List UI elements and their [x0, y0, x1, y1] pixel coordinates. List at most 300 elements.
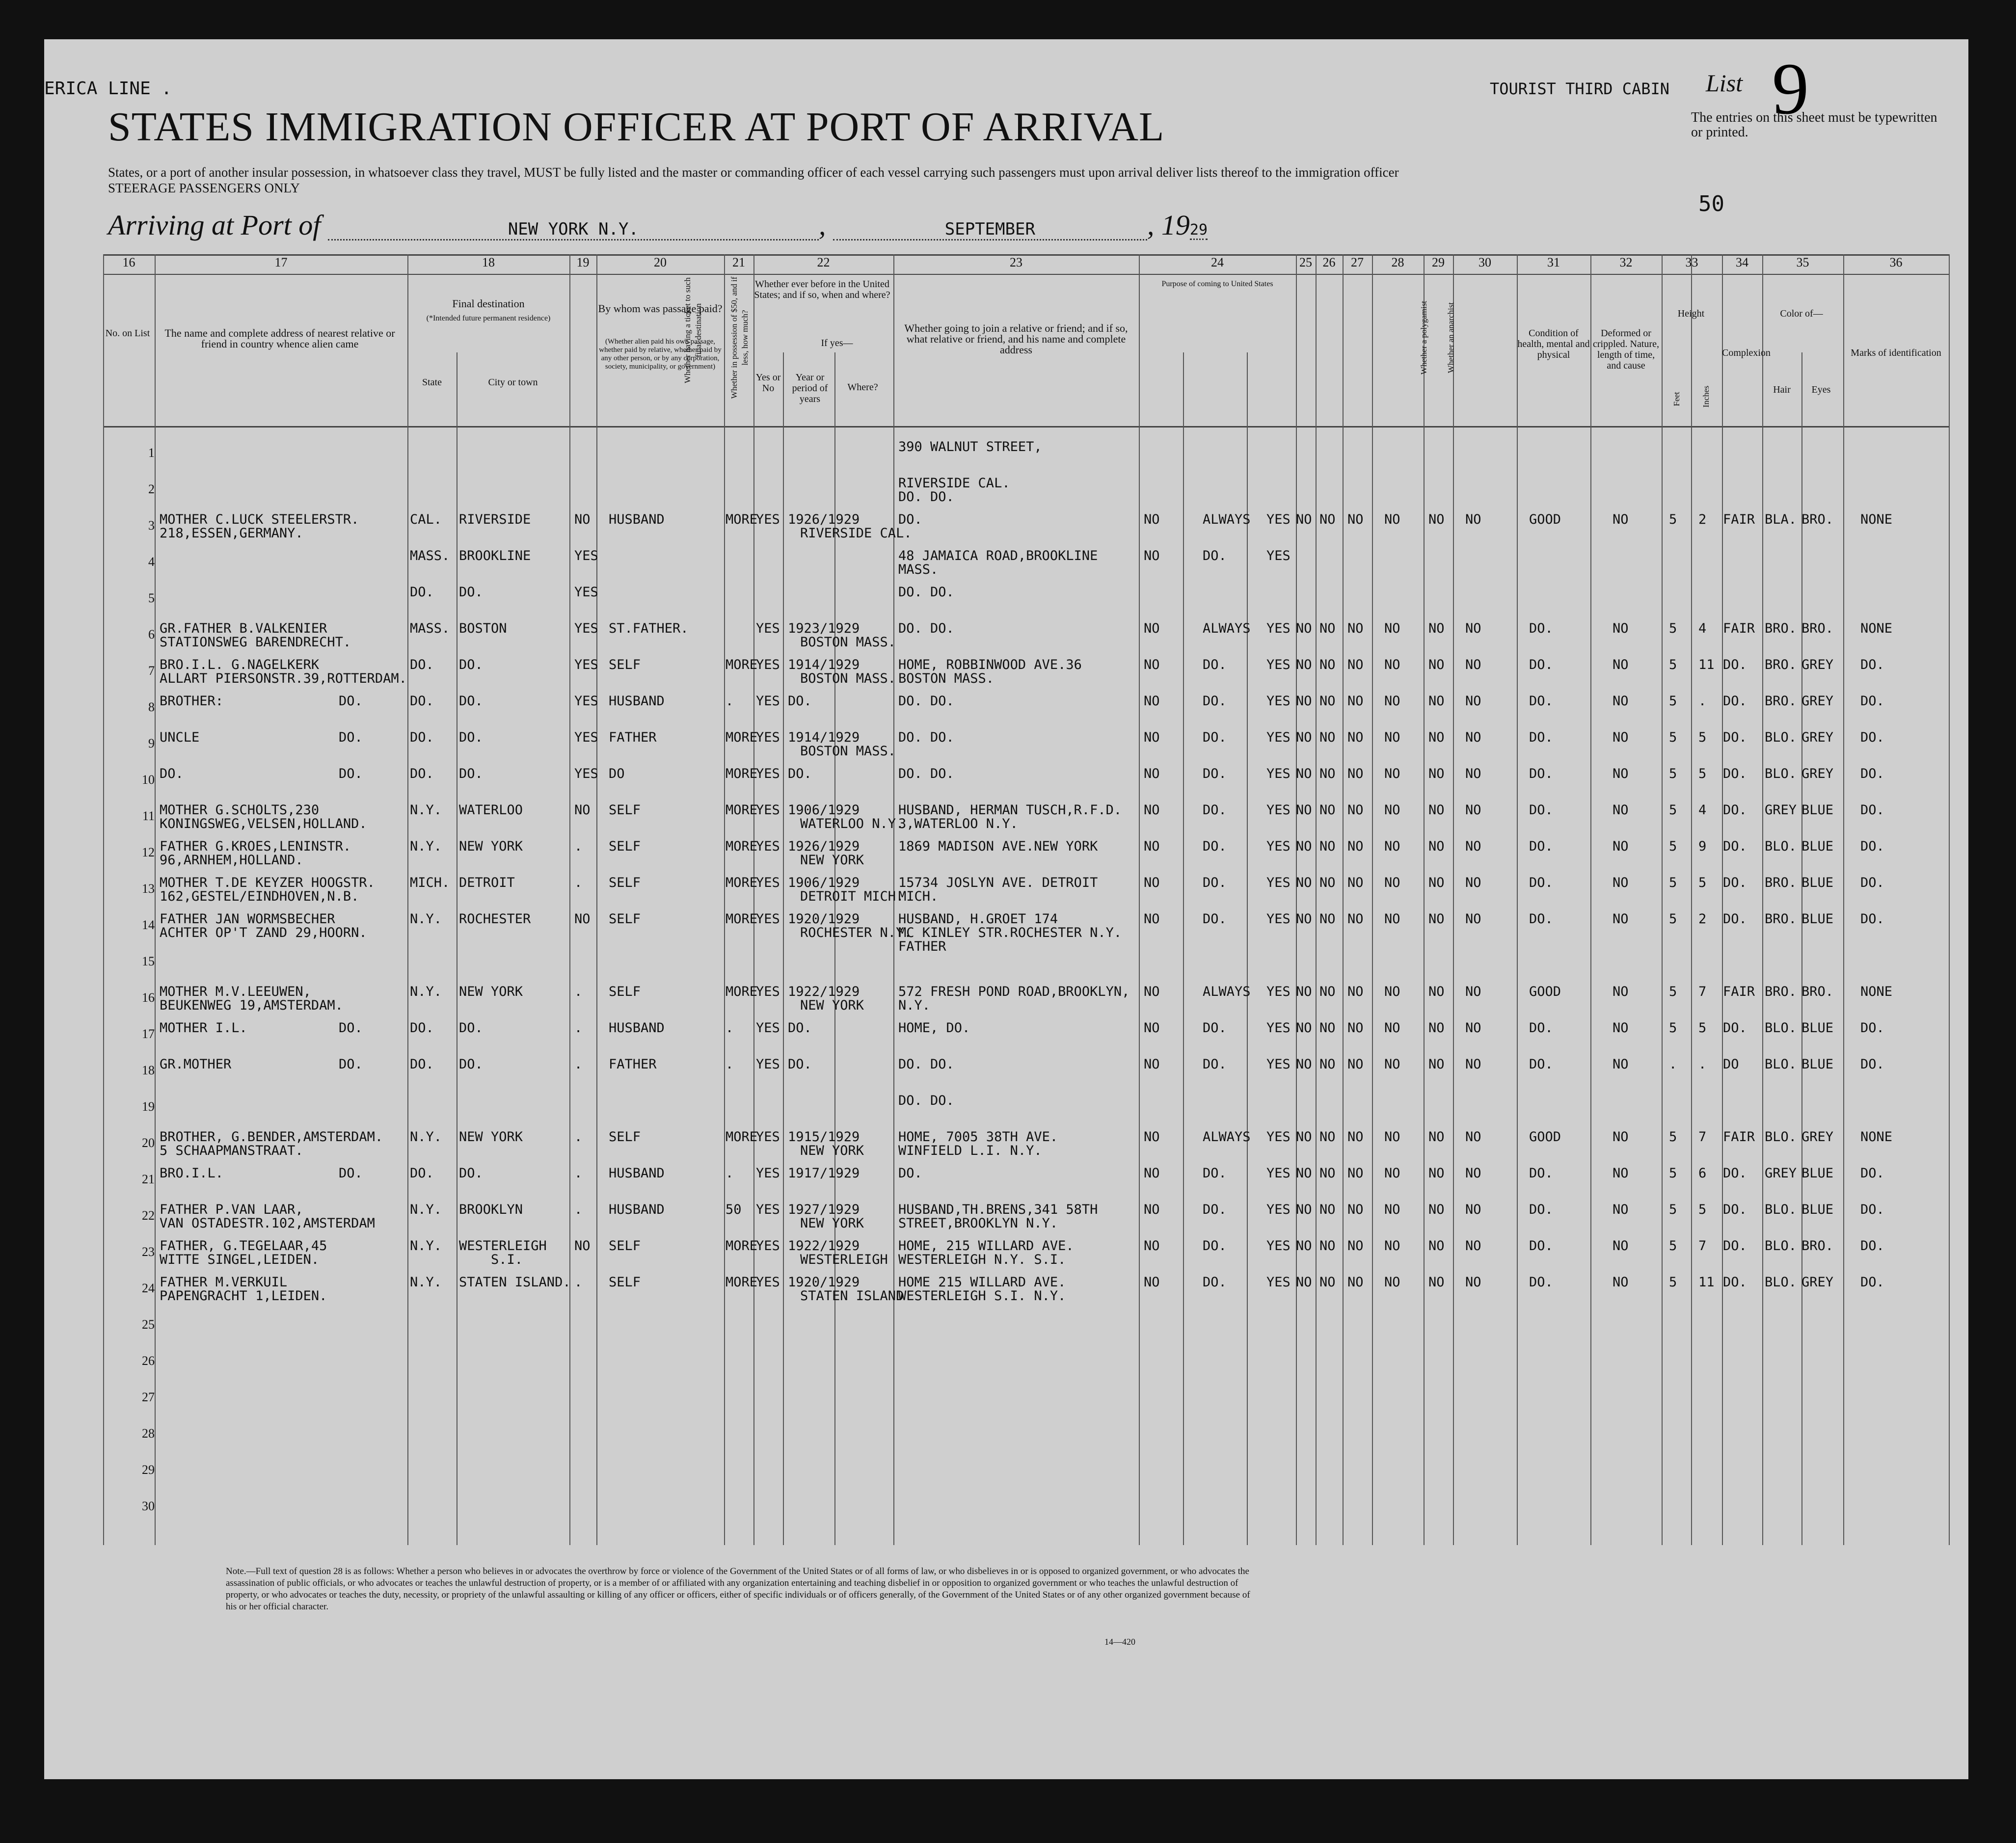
cell-city: DO.: [459, 766, 483, 781]
cell-mn: 50: [726, 1202, 742, 1217]
cell-c23b: WINFIELD L.I. N.Y.: [898, 1143, 1042, 1158]
cell-c29: NO: [1428, 694, 1445, 709]
cell-c17b: 5 SCHAAPMANSTRAAT.: [160, 1143, 303, 1158]
cell-c24c: YES: [1266, 911, 1290, 927]
cell-c29: NO: [1428, 1275, 1445, 1290]
cell-c23b: N.Y.: [898, 998, 931, 1013]
cell-ft: 5: [1669, 512, 1677, 527]
header-anarchist: Whether an anarchist: [1446, 302, 1455, 374]
cell-ft: 5: [1669, 802, 1677, 818]
cell-tk: YES: [574, 621, 598, 636]
cell-cx: DO.: [1723, 1020, 1747, 1036]
cell-c27: NO: [1347, 621, 1364, 636]
cell-c24c: YES: [1266, 766, 1290, 781]
header-color-of: Color of—: [1780, 308, 1823, 319]
cell-mn: .: [726, 1166, 734, 1181]
cell-c26: NO: [1319, 1129, 1336, 1145]
column-subrule: [783, 352, 784, 1545]
cell-hr: BRO.: [1765, 911, 1797, 927]
cell-in: 4: [1698, 802, 1707, 818]
cell-c24b: DO.: [1203, 1166, 1227, 1181]
cell-yr: DO.: [788, 694, 812, 709]
cell-mn: MORE: [726, 766, 758, 781]
cell-city: DETROIT: [459, 875, 515, 890]
cell-c31: DO.: [1529, 1275, 1553, 1290]
cell-in: 6: [1698, 1166, 1707, 1181]
cell-by: HUSBAND: [609, 694, 665, 709]
column-rule: [1949, 254, 1950, 1545]
cell-c17x: DO.: [339, 1166, 363, 1181]
row-number: 11: [142, 809, 155, 823]
row-number: 6: [148, 627, 155, 641]
cell-cx: DO.: [1723, 875, 1747, 890]
cell-city: DO.: [459, 730, 483, 745]
binder-hole: [21, 1124, 41, 1145]
row-number: 27: [142, 1390, 155, 1404]
cell-c29: NO: [1428, 766, 1445, 781]
cell-c29: NO: [1428, 657, 1445, 672]
cell-c27: NO: [1347, 1275, 1364, 1290]
cell-c26: NO: [1319, 1238, 1336, 1254]
cell-in: .: [1698, 1057, 1707, 1072]
cell-c26: NO: [1319, 621, 1336, 636]
cell-mk: DO.: [1860, 730, 1884, 745]
cell-ey: BLUE: [1801, 1202, 1834, 1217]
cell-cx: DO.: [1723, 839, 1747, 854]
cell-yn: YES: [756, 1020, 780, 1036]
column-rule: [1372, 254, 1373, 1545]
cell-c29: NO: [1428, 1166, 1445, 1181]
row-number: 15: [142, 954, 155, 968]
cell-c28: NO: [1384, 657, 1400, 672]
cell-by: SELF: [609, 839, 641, 854]
cell-c25: NO: [1296, 1129, 1312, 1145]
cell-c28: NO: [1384, 1166, 1400, 1181]
cell-yn: YES: [756, 657, 780, 672]
cell-yn: YES: [756, 802, 780, 818]
cell-mn: MORE: [726, 730, 758, 745]
cell-ey: BLUE: [1801, 802, 1834, 818]
cell-c30: NO: [1465, 984, 1481, 999]
cell-c17b: BEUKENWEG 19,AMSTERDAM.: [160, 998, 343, 1013]
list-label: List: [1706, 69, 1743, 97]
cell-hr: BLO.: [1765, 1202, 1797, 1217]
cell-by: SELF: [609, 984, 641, 999]
column-number: 29: [1432, 255, 1445, 269]
binder-hole: [21, 314, 41, 335]
cell-c23: 48 JAMAICA ROAD,BROOKLINE: [898, 548, 1098, 563]
cell-c25: NO: [1296, 766, 1312, 781]
cell-c27: NO: [1347, 1057, 1364, 1072]
cell-cx: DO.: [1723, 766, 1747, 781]
cell-c24b: DO.: [1203, 730, 1227, 745]
cell-c27: NO: [1347, 1020, 1364, 1036]
header-deformed: Deformed or crippled. Nature, length of time, and cause: [1593, 328, 1659, 371]
cell-st: DO.: [410, 1166, 434, 1181]
cell-ey: BLUE: [1801, 1166, 1834, 1181]
cell-mk: DO.: [1860, 1057, 1884, 1072]
column-rule: [1843, 254, 1844, 1545]
cell-mn: MORE: [726, 802, 758, 818]
cell-c24c: YES: [1266, 802, 1290, 818]
cell-wh: NEW YORK: [800, 1216, 864, 1231]
cell-c31: DO.: [1529, 1020, 1553, 1036]
cell-ey: BRO.: [1801, 512, 1834, 527]
cell-ey: GREY: [1801, 1129, 1834, 1145]
column-number: 27: [1351, 255, 1364, 269]
cell-c32: NO: [1613, 802, 1629, 818]
cell-c27: NO: [1347, 694, 1364, 709]
column-subrule: [1801, 352, 1802, 1545]
cell-c23: HUSBAND, H.GROET 174: [898, 911, 1058, 927]
cell-yn: YES: [756, 694, 780, 709]
cell-c17: DO.: [160, 766, 184, 781]
header-note: States, or a port of another insular possession, in whatsoever class they travel, MUST be fully listed and the master or commanding officer of each vessel carrying such passengers must upon arrival deliver lists thereof to the immigration officer STEERAGE PASSENGERS ONLY: [108, 165, 1399, 195]
cell-mk: DO.: [1860, 1202, 1884, 1217]
cell-c28: NO: [1384, 766, 1400, 781]
cell-c26: NO: [1319, 984, 1336, 999]
row-number: 3: [148, 518, 155, 533]
cell-c17: GR.MOTHER: [160, 1057, 232, 1072]
cell-c27: NO: [1347, 911, 1364, 927]
cell-c25: NO: [1296, 1202, 1312, 1217]
cell-c24b: ALWAYS: [1203, 984, 1251, 999]
cell-by: ST.FATHER.: [609, 621, 689, 636]
row-number: 24: [142, 1281, 155, 1295]
cell-c17: FATHER G.KROES,LENINSTR.: [160, 839, 351, 854]
header-before-us: Whether ever before in the United States; and if so, when and where?: [754, 279, 890, 300]
cell-cx: FAIR: [1723, 984, 1755, 999]
column-number: 28: [1391, 255, 1404, 269]
row-number: 2: [148, 482, 155, 496]
cell-c24a: NO: [1144, 1020, 1160, 1036]
cell-yn: YES: [756, 1129, 780, 1145]
cell-c27: NO: [1347, 802, 1364, 818]
cell-c23b: MICH.: [898, 889, 939, 904]
cell-st: DO.: [410, 766, 434, 781]
cell-c24a: NO: [1144, 1129, 1160, 1145]
cell-yn: YES: [756, 512, 780, 527]
cell-c28: NO: [1384, 1057, 1400, 1072]
cell-yr: 1920/1929: [788, 911, 860, 927]
header-if-yes: If yes—: [821, 338, 853, 348]
cell-c24b: DO.: [1203, 875, 1227, 890]
cell-c32: NO: [1613, 1166, 1629, 1181]
cell-cx: DO.: [1723, 802, 1747, 818]
cell-c26: NO: [1319, 1020, 1336, 1036]
column-rule: [1691, 254, 1692, 1545]
cell-yr: 1927/1929: [788, 1202, 860, 1217]
cell-tk: .: [574, 1057, 583, 1072]
cell-city: DO.: [459, 1057, 483, 1072]
cell-ey: BRO.: [1801, 984, 1834, 999]
cell-c27: NO: [1347, 730, 1364, 745]
cell-tk: NO: [574, 512, 591, 527]
cell-c31: DO.: [1529, 657, 1553, 672]
cell-wh: WATERLOO N.Y.: [800, 816, 904, 831]
cell-c23: DO. DO.: [898, 730, 954, 745]
cell-c28: NO: [1384, 512, 1400, 527]
cell-c17: BRO.I.L.: [160, 1166, 224, 1181]
cell-in: 5: [1698, 730, 1707, 745]
column-rule: [1453, 254, 1454, 1545]
cell-mn: MORE: [726, 911, 758, 927]
column-number: 19: [576, 255, 590, 269]
cell-ft: 5: [1669, 1238, 1677, 1254]
cell-mk: NONE: [1860, 984, 1893, 999]
cell-hr: GREY: [1765, 1166, 1797, 1181]
cell-mk: NONE: [1860, 512, 1893, 527]
column-number: 21: [732, 255, 745, 269]
cell-city: WATERLOO: [459, 802, 523, 818]
cell-c27: NO: [1347, 875, 1364, 890]
list-number: 9: [1772, 48, 1809, 130]
cell-city: BOSTON: [459, 621, 507, 636]
column-rule: [1722, 254, 1723, 1545]
cell-c29: NO: [1428, 730, 1445, 745]
cell-c24c: YES: [1266, 875, 1290, 890]
cell-c28: NO: [1384, 1238, 1400, 1254]
cell-st: MASS.: [410, 621, 450, 636]
header-yes-no: Yes or No: [755, 372, 781, 394]
cell-c31: GOOD: [1529, 984, 1561, 999]
cell-tk: .: [574, 839, 583, 854]
binder-hole: [21, 653, 41, 673]
column-number: 33: [1685, 255, 1698, 269]
cell-mk: DO.: [1860, 875, 1884, 890]
column-rule: [1343, 254, 1344, 1545]
cell-c30: NO: [1465, 766, 1481, 781]
cell-c17: FATHER, G.TEGELAAR,45: [160, 1238, 327, 1254]
column-number: 34: [1736, 255, 1748, 269]
column-number: 20: [654, 255, 667, 269]
cell-c24c: YES: [1266, 1129, 1290, 1145]
column-number: 23: [1010, 255, 1022, 269]
cell-c23: HOME 215 WILLARD AVE.: [898, 1275, 1066, 1290]
cell-c32: NO: [1613, 657, 1629, 672]
cell-by: HUSBAND: [609, 512, 665, 527]
cell-c17b: 96,ARNHEM,HOLLAND.: [160, 853, 303, 868]
header-marks: Marks of identification: [1851, 347, 1941, 358]
cell-mk: DO.: [1860, 766, 1884, 781]
cell-yn: YES: [756, 839, 780, 854]
cell-c31: DO.: [1529, 730, 1553, 745]
cell-c31: DO.: [1529, 766, 1553, 781]
column-number: 22: [817, 255, 830, 269]
cell-c23: DO.: [898, 1166, 922, 1181]
cell-hr: BLO.: [1765, 730, 1797, 745]
cell-wh: RIVERSIDE CAL.: [800, 526, 912, 541]
cell-by: FATHER: [609, 1057, 657, 1072]
cell-c23: HUSBAND,TH.BRENS,341 58TH: [898, 1202, 1098, 1217]
cell-c23b: BOSTON MASS.: [898, 671, 995, 686]
cell-c26: NO: [1319, 875, 1336, 890]
header-passage-sub: (Whether alien paid his own passage, whether paid by relative, whether paid by any other person, or by any corporation, society, municipality, or government): [599, 338, 722, 371]
cell-yn: YES: [756, 766, 780, 781]
cell-st: MASS.: [410, 548, 450, 563]
header-eyes: Eyes: [1811, 384, 1831, 395]
cell-c28: NO: [1384, 1129, 1400, 1145]
header-year: Year or period of years: [792, 372, 828, 404]
cell-c30: NO: [1465, 621, 1481, 636]
cell-c30: NO: [1465, 1129, 1481, 1145]
cell-c23: DO. DO.: [898, 694, 954, 709]
cell-c29: NO: [1428, 984, 1445, 999]
cell-st: N.Y.: [410, 1238, 442, 1254]
cell-c24b: DO.: [1203, 802, 1227, 818]
cell-c31: DO.: [1529, 1166, 1553, 1181]
column-rule: [753, 254, 754, 1545]
cell-hr: BRO.: [1765, 875, 1797, 890]
cell-c23: DO. DO.: [898, 621, 954, 636]
cell-yr: DO.: [788, 1020, 812, 1036]
cell-c28: NO: [1384, 839, 1400, 854]
cell-c17: MOTHER I.L.: [160, 1020, 247, 1036]
cell-c23b: 3,WATERLOO N.Y.: [898, 816, 1018, 831]
cell-c24c: YES: [1266, 1275, 1290, 1290]
cell-tk: YES: [574, 585, 598, 600]
column-rule: [1762, 254, 1763, 1545]
cell-c29: NO: [1428, 802, 1445, 818]
cell-tk: .: [574, 984, 583, 999]
cell-cx: DO.: [1723, 1166, 1747, 1181]
cell-yn: YES: [756, 621, 780, 636]
cell-c24b: DO.: [1203, 911, 1227, 927]
column-number: 32: [1619, 255, 1633, 269]
cell-c24b: DO.: [1203, 1202, 1227, 1217]
cell-c32: NO: [1613, 512, 1629, 527]
cell-st: CAL.: [410, 512, 442, 527]
cell-c24c: YES: [1266, 621, 1290, 636]
cell-c26: NO: [1319, 512, 1336, 527]
cell-in: 5: [1698, 1202, 1707, 1217]
cell-ft: 5: [1669, 766, 1677, 781]
cell-in: 4: [1698, 621, 1707, 636]
cell-c31: DO.: [1529, 621, 1553, 636]
cell-c31: DO.: [1529, 694, 1553, 709]
header-polygamist: Whether a polygamist: [1419, 300, 1428, 375]
cell-yr: 1926/1929: [788, 839, 860, 854]
cell-c29: NO: [1428, 875, 1445, 890]
cell-st: N.Y.: [410, 984, 442, 999]
cell-ey: GREY: [1801, 730, 1834, 745]
cell-by: SELF: [609, 802, 641, 818]
cell-in: 11: [1698, 657, 1715, 672]
cell-ft: 5: [1669, 1275, 1677, 1290]
cell-c17: FATHER M.VERKUIL: [160, 1275, 288, 1290]
cell-c24c: YES: [1266, 694, 1290, 709]
cell-tk: .: [574, 1166, 583, 1181]
cell-st: DO.: [410, 694, 434, 709]
cell-c31: DO.: [1529, 1202, 1553, 1217]
cell-c23b: DO. DO.: [898, 489, 954, 505]
row-number: 14: [142, 918, 155, 932]
cell-mn: .: [726, 1057, 734, 1072]
column-number: 17: [274, 255, 288, 269]
column-rule: [155, 254, 156, 1545]
cell-c24c: YES: [1266, 1202, 1290, 1217]
cell-c17b: 218,ESSEN,GERMANY.: [160, 526, 303, 541]
cell-tk: YES: [574, 766, 598, 781]
cell-c28: NO: [1384, 875, 1400, 890]
class-label: TOURIST THIRD CABIN: [1490, 80, 1670, 98]
cell-c25: NO: [1296, 839, 1312, 854]
cell-c24c: YES: [1266, 984, 1290, 999]
cell-mn: MORE: [726, 984, 758, 999]
cell-c30: NO: [1465, 694, 1481, 709]
cell-c27: NO: [1347, 1129, 1364, 1145]
cell-c32: NO: [1613, 1275, 1629, 1290]
cell-tk: NO: [574, 1238, 591, 1254]
cell-city: DO.: [459, 1020, 483, 1036]
cell-st: N.Y.: [410, 911, 442, 927]
cell-ft: 5: [1669, 984, 1677, 999]
column-number: 18: [482, 255, 495, 269]
cell-c23: RIVERSIDE CAL.: [898, 476, 1010, 491]
cell-c32: NO: [1613, 1202, 1629, 1217]
header-inches: Inches: [1701, 385, 1711, 408]
cell-yn: YES: [756, 1275, 780, 1290]
cell-mk: DO.: [1860, 839, 1884, 854]
cell-c24a: NO: [1144, 875, 1160, 890]
row-number: 25: [142, 1317, 155, 1332]
cell-c29: NO: [1428, 1129, 1445, 1145]
page-title: STATES IMMIGRATION OFFICER AT PORT OF ARRIVAL: [108, 104, 1165, 150]
port-field: NEW YORK N.Y.: [328, 219, 819, 240]
cell-c23: DO.: [898, 512, 922, 527]
cell-c24a: NO: [1144, 984, 1160, 999]
cell-c17x: DO.: [339, 1020, 363, 1036]
cell-st: N.Y.: [410, 802, 442, 818]
cell-tk: YES: [574, 730, 598, 745]
column-rule: [1296, 254, 1297, 1545]
cell-wh: NEW YORK: [800, 1143, 864, 1158]
header-final-destination: Final destination: [452, 297, 525, 310]
cell-c27: NO: [1347, 766, 1364, 781]
cell-c27: NO: [1347, 984, 1364, 999]
cell-st: DO.: [410, 730, 434, 745]
cell-c27: NO: [1347, 512, 1364, 527]
cell-c17b: ALLART PIERSONSTR.39,ROTTERDAM.: [160, 671, 407, 686]
cell-c23b: STREET,BROOKLYN N.Y.: [898, 1216, 1058, 1231]
row-number: 17: [142, 1027, 155, 1041]
header-state: State: [422, 377, 442, 388]
header-no-on-list: No. on List: [105, 328, 150, 339]
cell-hr: BLO.: [1765, 1238, 1797, 1254]
column-rule: [724, 254, 725, 1545]
row-number: 19: [142, 1099, 155, 1114]
cell-by: HUSBAND: [609, 1202, 665, 1217]
cell-c28: NO: [1384, 1202, 1400, 1217]
cell-c31: DO.: [1529, 911, 1553, 927]
row-number: 22: [142, 1208, 155, 1223]
cell-c30: NO: [1465, 911, 1481, 927]
cell-yr: 1915/1929: [788, 1129, 860, 1145]
cell-city: NEW YORK: [459, 1129, 523, 1145]
cell-c24c: YES: [1266, 657, 1290, 672]
cell-c29: NO: [1428, 839, 1445, 854]
manifest-sheet: [44, 39, 1968, 1779]
cell-c25: NO: [1296, 512, 1312, 527]
cell-c24b: ALWAYS: [1203, 621, 1251, 636]
cell-in: 7: [1698, 1129, 1707, 1145]
cell-yr: 1926/1929: [788, 512, 860, 527]
cell-hr: BLA.: [1765, 512, 1797, 527]
cell-cx: DO.: [1723, 1202, 1747, 1217]
cell-cityb: S.I.: [491, 1252, 523, 1267]
column-rule: [596, 254, 597, 1545]
cell-yr: DO.: [788, 766, 812, 781]
